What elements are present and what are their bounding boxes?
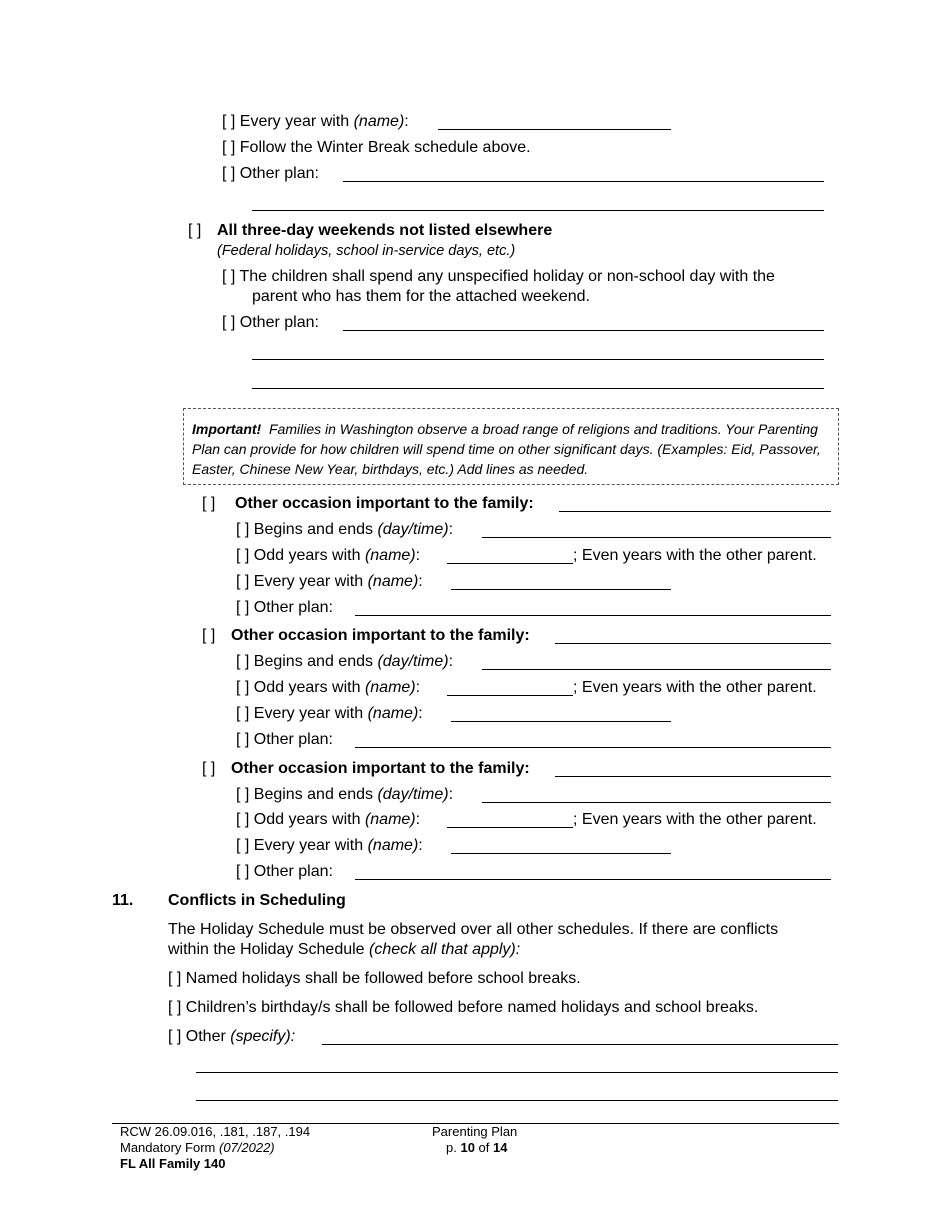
three-day-other-plan-line[interactable] (343, 330, 824, 331)
occasion-2-odd-years-option[interactable]: [ ] Odd years with (name): (236, 679, 421, 696)
occasion-2-every-year-line[interactable] (451, 721, 671, 722)
other-specify-line-2[interactable] (196, 1072, 838, 1073)
occasion-1-other-plan-line[interactable] (355, 615, 831, 616)
three-day-option-unspecified-cont: parent who has them for the attached weekend. (252, 288, 590, 305)
other-specify-line-3[interactable] (196, 1100, 838, 1101)
occasion-3-odd-years-line[interactable] (447, 827, 573, 828)
three-day-other-plan-line-3[interactable] (252, 388, 824, 389)
occasion-1-checkbox[interactable]: [ ] (202, 495, 216, 512)
occasion-3-every-year-line[interactable] (451, 853, 671, 854)
occasion-2-other-plan-line[interactable] (355, 747, 831, 748)
occasion-2-even-years-text: ; Even years with the other parent. (573, 679, 817, 696)
named-holidays-option[interactable]: [ ] Named holidays shall be followed before school breaks. (168, 970, 581, 987)
occasion-2-heading: Other occasion important to the family: (231, 627, 530, 644)
other-specify-option[interactable]: [ ] Other (specify): (168, 1028, 296, 1045)
occasion-3-every-year-option[interactable]: [ ] Every year with (name): (236, 837, 423, 854)
footer-page-number: p. 10 of 14 (446, 1140, 508, 1155)
follow-winter-option[interactable]: [ ] Follow the Winter Break schedule above. (222, 139, 531, 156)
occasion-3-even-years-text: ; Even years with the other parent. (573, 811, 817, 828)
three-day-subheading: (Federal holidays, school in-service days, etc.) (217, 243, 516, 259)
every-year-name-line[interactable] (438, 129, 671, 130)
footer-rcw: RCW 26.09.016, .181, .187, .194 (120, 1124, 311, 1139)
occasion-3-other-plan-option[interactable]: [ ] Other plan: (236, 863, 333, 880)
section-11-number: 11. (112, 892, 134, 909)
occasion-2-odd-years-line[interactable] (447, 695, 573, 696)
important-note-text: Important! Families in Washington observe a broad range of religions and traditions. Your Parenting Plan can provide for how children will spend time on other significant days. (Examples: Eid, Passover, Easter, Chinese New Year, birthdays, etc.) Add lines as needed. (192, 421, 821, 477)
other-specify-line[interactable] (322, 1044, 838, 1045)
occasion-2-checkbox[interactable]: [ ] (202, 627, 216, 644)
three-day-checkbox[interactable]: [ ] (188, 222, 202, 239)
section-11-intro-line-1: The Holiday Schedule must be observed over all other schedules. If there are conflicts (168, 921, 779, 938)
three-day-option-unspecified[interactable]: [ ] The children shall spend any unspecified holiday or non-school day with the (222, 268, 775, 285)
occasion-1-begins-line[interactable] (482, 537, 831, 538)
occasion-3-name-line[interactable] (555, 776, 831, 777)
footer-mandatory-form: Mandatory Form (07/2022) (120, 1140, 275, 1155)
section-11-title: Conflicts in Scheduling (168, 892, 346, 909)
occasion-1-even-years-text: ; Even years with the other parent. (573, 547, 817, 564)
occasion-1-odd-years-line[interactable] (447, 563, 573, 564)
occasion-3-heading: Other occasion important to the family: (231, 760, 530, 777)
occasion-2-name-line[interactable] (555, 643, 831, 644)
occasion-3-begins-option[interactable]: [ ] Begins and ends (day/time): (236, 786, 454, 803)
important-note-box (183, 408, 839, 485)
occasion-1-odd-years-option[interactable]: [ ] Odd years with (name): (236, 547, 421, 564)
occasion-2-other-plan-option[interactable]: [ ] Other plan: (236, 731, 333, 748)
occasion-1-begins-option[interactable]: [ ] Begins and ends (day/time): (236, 521, 454, 538)
occasion-1-name-line[interactable] (559, 511, 831, 512)
every-year-option[interactable]: [ ] Every year with (name): (222, 113, 409, 130)
winter-other-plan-option[interactable]: [ ] Other plan: (222, 165, 319, 182)
occasion-3-other-plan-line[interactable] (355, 879, 831, 880)
occasion-3-checkbox[interactable]: [ ] (202, 760, 216, 777)
winter-other-plan-line[interactable] (343, 181, 824, 182)
footer-form-id: FL All Family 140 (120, 1156, 226, 1171)
occasion-1-every-year-option[interactable]: [ ] Every year with (name): (236, 573, 423, 590)
winter-other-plan-line-2[interactable] (252, 210, 824, 211)
three-day-heading: All three-day weekends not listed elsewhere (217, 222, 553, 239)
occasion-2-every-year-option[interactable]: [ ] Every year with (name): (236, 705, 423, 722)
footer-doc-title: Parenting Plan (432, 1124, 518, 1139)
occasion-2-begins-line[interactable] (482, 669, 831, 670)
occasion-1-every-year-line[interactable] (451, 589, 671, 590)
occasion-1-heading: Other occasion important to the family: (235, 495, 534, 512)
three-day-other-plan-option[interactable]: [ ] Other plan: (222, 314, 319, 331)
birthdays-option[interactable]: [ ] Children’s birthday/s shall be followed before named holidays and school breaks. (168, 999, 759, 1016)
occasion-1-other-plan-option[interactable]: [ ] Other plan: (236, 599, 333, 616)
section-11-intro-line-2: within the Holiday Schedule (check all that apply): (168, 941, 521, 958)
occasion-3-odd-years-option[interactable]: [ ] Odd years with (name): (236, 811, 421, 828)
occasion-2-begins-option[interactable]: [ ] Begins and ends (day/time): (236, 653, 454, 670)
three-day-other-plan-line-2[interactable] (252, 359, 824, 360)
occasion-3-begins-line[interactable] (482, 802, 831, 803)
